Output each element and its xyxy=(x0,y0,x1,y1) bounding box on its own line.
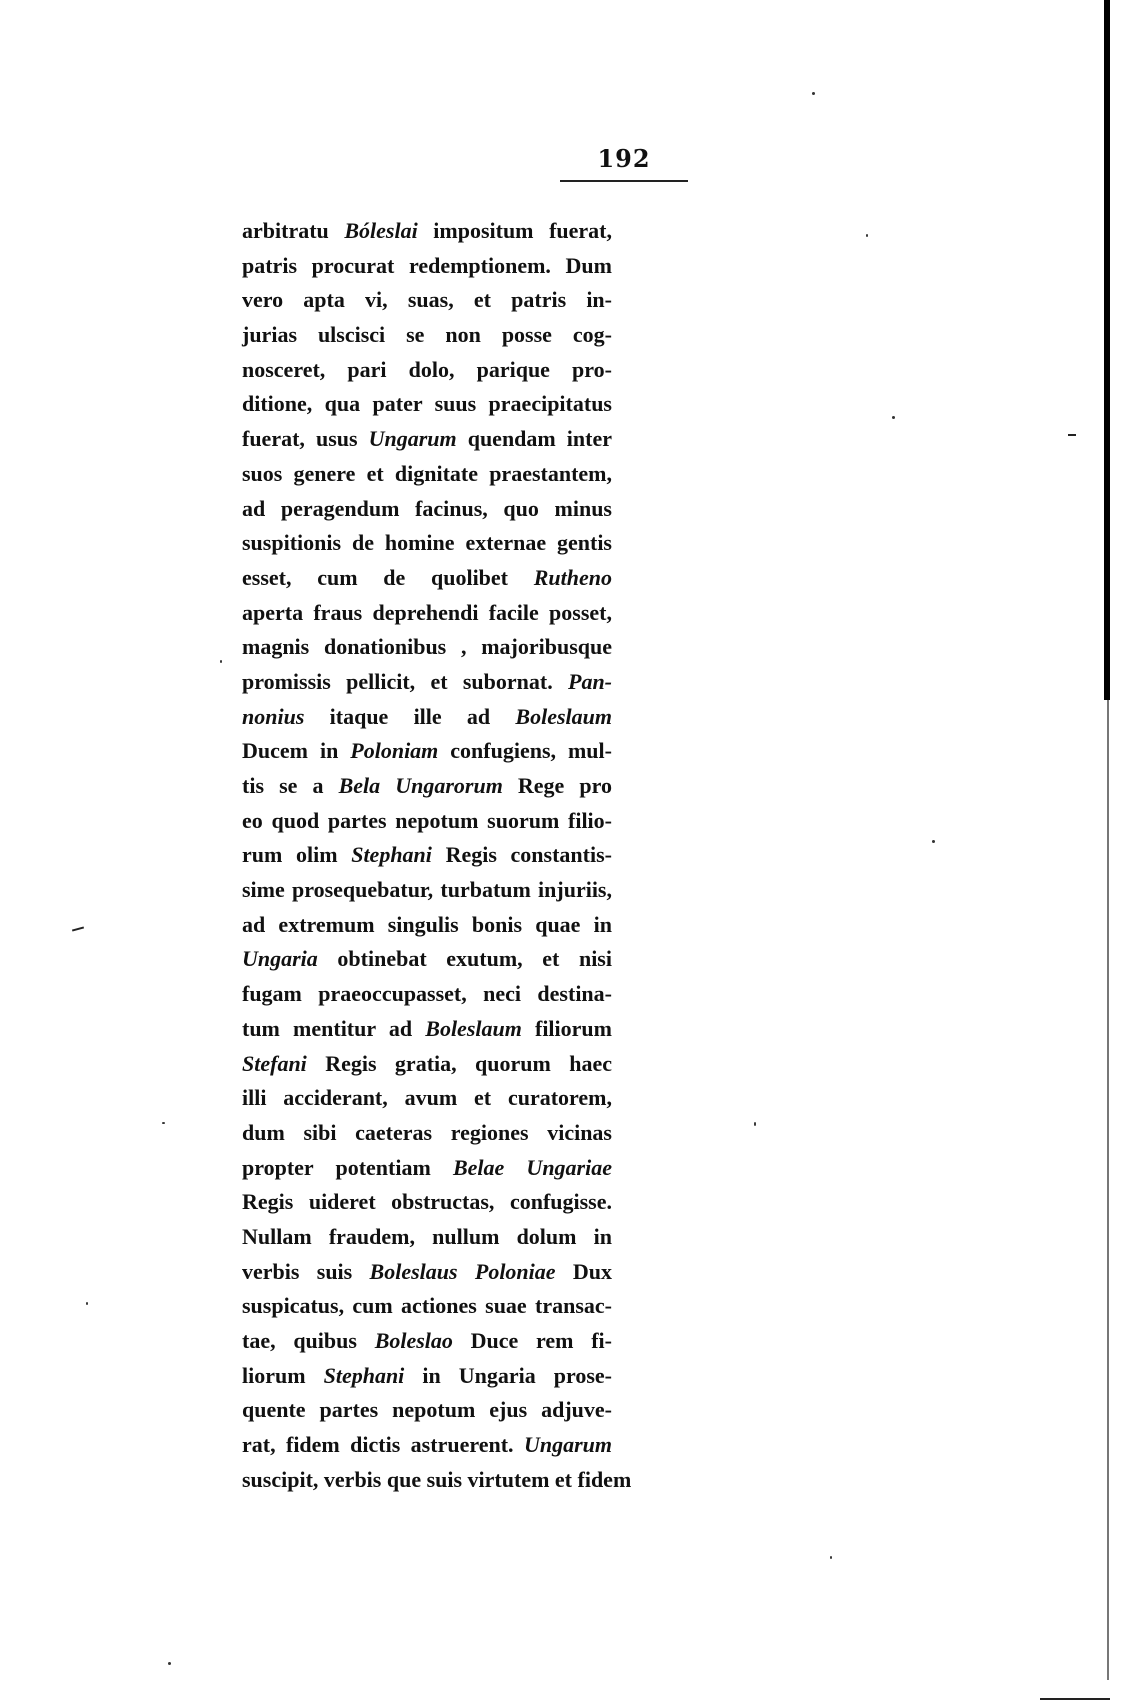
italic-name: Ungarum xyxy=(523,1432,612,1458)
text-line xyxy=(242,769,612,804)
text-run: suspitionis de homine externae gentis xyxy=(242,530,612,556)
binding-edge-shadow xyxy=(1104,0,1110,700)
text-run: impositum fuerat, xyxy=(417,218,612,243)
italic-name: Bela Ungarorum xyxy=(338,773,503,798)
text-run: Regis gratia, quorum haec xyxy=(306,1050,612,1076)
text-run: arbitratu xyxy=(242,218,345,243)
scan-speck xyxy=(812,92,815,95)
italic-name: Boleslao xyxy=(374,1328,453,1353)
text-line xyxy=(242,1047,612,1082)
text-line xyxy=(242,214,612,249)
text-line xyxy=(242,1393,612,1428)
text-line xyxy=(242,1012,612,1047)
text-line xyxy=(242,838,612,873)
text-line xyxy=(242,492,612,527)
body-text xyxy=(242,214,632,1497)
scan-speck xyxy=(932,840,935,843)
text-line xyxy=(242,1359,612,1394)
text-line xyxy=(242,977,612,1012)
scan-speck xyxy=(892,416,895,419)
text-line xyxy=(242,665,612,700)
text-line xyxy=(242,1463,632,1498)
text-run: fuerat, usus xyxy=(242,426,369,452)
page-number-rule xyxy=(560,180,688,182)
scan-speck xyxy=(754,1122,756,1126)
text-run: Regis uideret obstructas, confugisse. xyxy=(242,1189,612,1215)
text-line xyxy=(242,630,612,665)
scan-artifact-mark xyxy=(1068,434,1076,436)
scan-speck xyxy=(220,660,222,663)
italic-name: Ungarum xyxy=(368,426,457,452)
text-line xyxy=(242,526,612,561)
text-run: Dux xyxy=(555,1258,613,1284)
text-line xyxy=(242,804,612,839)
text-line xyxy=(242,1185,612,1220)
text-run: liorum xyxy=(242,1362,324,1388)
italic-name: Belae Ungariae xyxy=(452,1154,612,1180)
scan-speck xyxy=(162,1122,165,1124)
text-run: suos genere et dignitate praestantem, xyxy=(242,460,612,486)
page-number: 192 xyxy=(597,144,651,173)
scan-artifact-mark xyxy=(72,926,84,931)
text-run: eo quod partes nepotum suorum filio- xyxy=(242,807,612,833)
text-line xyxy=(242,1220,612,1255)
italic-name: nonius xyxy=(242,703,305,729)
text-line xyxy=(242,561,612,596)
italic-name: Pan- xyxy=(568,668,612,694)
text-line xyxy=(242,1081,612,1116)
text-run: tis se a xyxy=(242,773,339,798)
binding-edge-shadow-lower xyxy=(1107,700,1109,1680)
text-run: dum sibi caeteras regiones vicinas xyxy=(242,1119,612,1145)
text-line xyxy=(242,596,612,631)
text-run: ditione, qua pater suus praecipitatus xyxy=(242,391,612,417)
scan-speck xyxy=(86,1302,88,1305)
text-run: promissis pellicit, et subornat. xyxy=(242,668,568,694)
text-line xyxy=(242,249,612,284)
text-run: patris procurat redemptionem. Dum xyxy=(242,252,612,278)
text-line xyxy=(242,1116,612,1151)
italic-name: Stefani xyxy=(242,1050,307,1076)
text-run: ad peragendum facinus, quo minus xyxy=(242,495,612,521)
text-line xyxy=(242,1324,612,1359)
italic-name: Bóleslai xyxy=(344,218,418,243)
text-run: Rege pro xyxy=(502,773,612,798)
text-run: illi acciderant, avum et curatorem, xyxy=(242,1085,612,1111)
text-run: nosceret, pari dolo, parique pro- xyxy=(242,356,612,382)
text-run: fugam praeoccupasset, neci destina- xyxy=(242,981,612,1007)
text-run: itaque ille ad xyxy=(304,703,516,729)
text-line xyxy=(242,1255,612,1290)
scan-speck xyxy=(168,1662,171,1665)
italic-name: Rutheno xyxy=(533,564,612,590)
text-run: verbis suis xyxy=(242,1258,370,1284)
text-line xyxy=(242,1289,612,1324)
text-line xyxy=(242,873,612,908)
text-line xyxy=(242,422,612,457)
text-line xyxy=(242,353,612,388)
text-run: aperta fraus deprehendi facile posset, xyxy=(242,599,612,625)
text-line xyxy=(242,1151,612,1186)
text-run: confugiens, mul- xyxy=(438,738,612,764)
text-line xyxy=(242,318,612,353)
italic-name: Stephani xyxy=(351,842,432,868)
italic-name: Boleslaus Poloniae xyxy=(369,1258,556,1284)
text-run: Nullam fraudem, nullum dolum in xyxy=(242,1223,612,1249)
text-run: obtinebat exutum, et nisi xyxy=(317,946,612,972)
text-run: propter potentiam xyxy=(242,1154,453,1180)
text-run: suscipit, verbis que suis virtutem et fidem xyxy=(242,1466,632,1492)
scan-artifact-line xyxy=(1040,1698,1110,1700)
italic-name: Stephani xyxy=(323,1362,405,1388)
text-run: rum olim xyxy=(242,842,352,868)
text-run: filiorum xyxy=(521,1015,612,1041)
text-run: rat, fidem dictis astruerent. xyxy=(242,1432,524,1458)
text-run: quente partes nepotum ejus adjuve- xyxy=(242,1397,612,1423)
text-run: Ducem in xyxy=(242,738,351,764)
text-line xyxy=(242,908,612,943)
text-line xyxy=(242,734,612,769)
text-run: Duce rem fi- xyxy=(452,1328,612,1353)
text-line xyxy=(242,1428,612,1463)
text-run: quendam inter xyxy=(456,426,612,452)
text-run: Regis constantis- xyxy=(431,842,612,868)
text-run: tum mentitur ad xyxy=(242,1015,426,1041)
text-line xyxy=(242,700,612,735)
scan-speck xyxy=(866,234,868,237)
text-run: jurias ulscisci se non posse cog- xyxy=(242,322,612,348)
italic-name: Boleslaum xyxy=(515,703,612,729)
scan-speck xyxy=(830,1556,832,1559)
italic-name: Ungaria xyxy=(242,946,318,972)
italic-name: Poloniam xyxy=(350,738,439,764)
text-run: ad extremum singulis bonis quae in xyxy=(242,911,612,937)
text-run: vero apta vi, suas, et patris in- xyxy=(242,287,612,313)
text-run: suspicatus, cum actiones suae transac- xyxy=(242,1293,612,1319)
text-line xyxy=(242,457,612,492)
text-run: tae, quibus xyxy=(242,1328,375,1353)
text-line xyxy=(242,283,612,318)
text-run: sime prosequebatur, turbatum injuriis, xyxy=(242,877,612,903)
text-line xyxy=(242,387,612,422)
text-run: in Ungaria prose- xyxy=(404,1362,612,1388)
text-line xyxy=(242,942,612,977)
italic-name: Boleslaum xyxy=(425,1015,522,1041)
text-run: esset, cum de quolibet xyxy=(242,564,534,590)
text-run: magnis donationibus , majoribusque xyxy=(242,634,612,660)
